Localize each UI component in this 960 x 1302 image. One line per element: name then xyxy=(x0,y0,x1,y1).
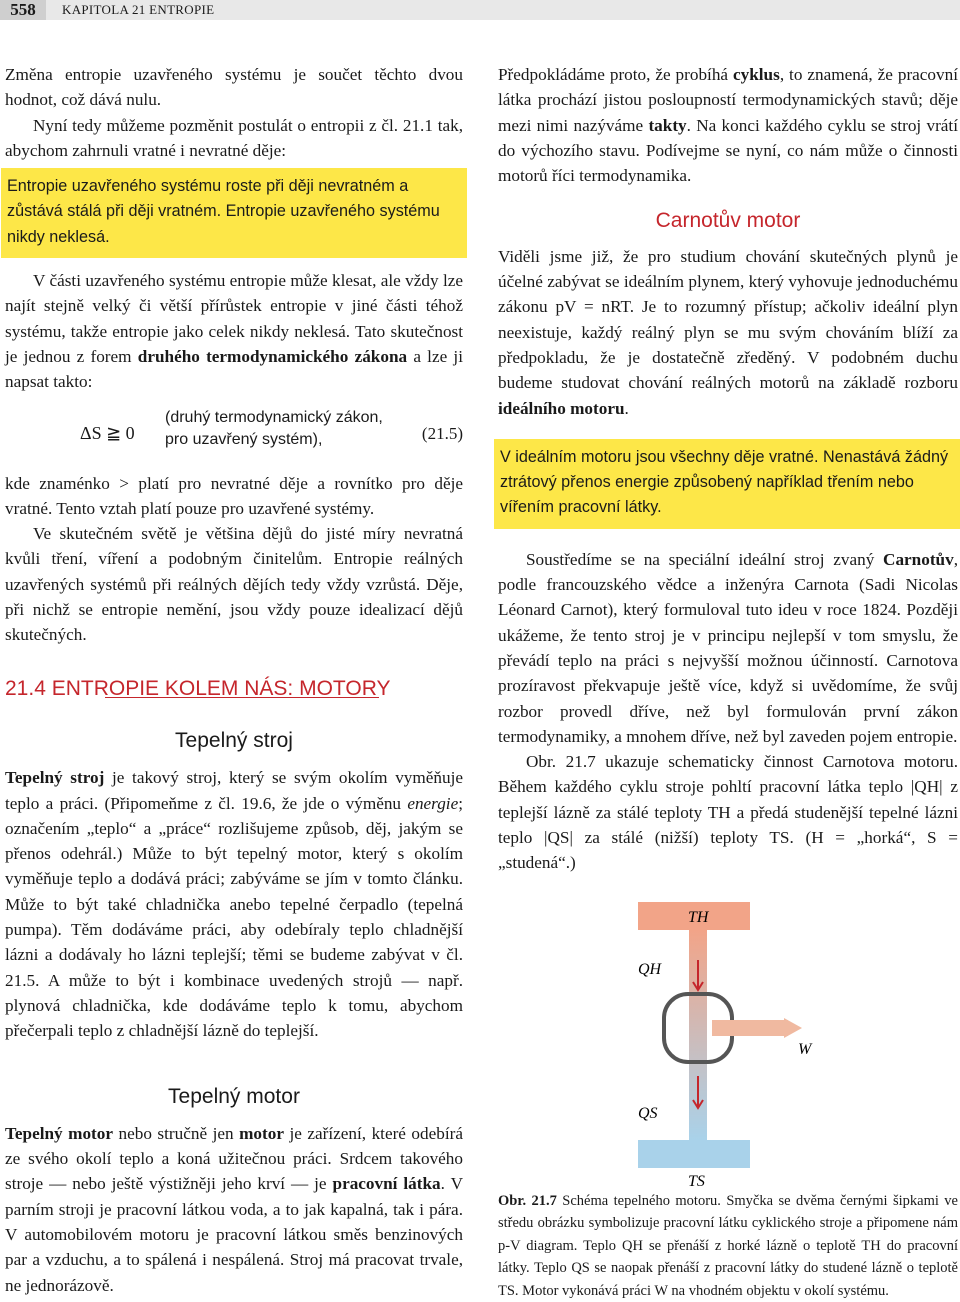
equation-body: ΔS ≧ 0 xyxy=(80,422,135,443)
highlight-box: Entropie uzavřeného systému roste při ději nevratném a zůstává stálá při ději vratném. Entropie uzavřeného systému nikdy neklesá. xyxy=(1,168,467,258)
heat-engine-diagram xyxy=(498,890,958,1190)
work-arrowhead xyxy=(784,1018,802,1038)
paragraph: Viděli jsme již, že pro studium chování skutečných plynů je účelné zabývat se ideálním plynem, který vyhovuje jednoduchému zákonu pV = nRT. Je to rozumný přístup; ačkoliv ideální plyn neexistuje, každý reálný plyn se mu svým chováním blíží za předpokladu, že je dostatečně zředěný. V podobném duchu budeme studovat chování reálných motorů na základě rozboru ideálního motoru. xyxy=(498,246,958,418)
paragraph: kde znaménko > platí pro nevratné děje a rovnítko pro děje vratné. Tento vztah platí pouze pro uzavřené systémy. xyxy=(5,473,463,518)
paragraph: Tepelný motor nebo stručně jen motor je zařízení, které odebírá ze svého okolí teplo a koná užitečnou práci. Srdcem takového stroje — nebo ještě výstižněji jeho krví — je pracovní látka. V parním stroji je pracovní látkou voda, a to jak kapalná, tak i pára. V automobilovém motoru je pracovní látkou směs benzinových par a vzduchu, a to spálená i nespálená. Stroj má pracovat trvale, ne jednorázově. xyxy=(5,1123,463,1295)
figure-caption: Obr. 21.7 Schéma tepelného motoru. Smyčka se dvěma černými šipkami ve středu obrázku symbolizuje pracovní látku cyklického stroje a připomene nám p-V diagram. Teplo QH se přenáší z horké lázně o teplotě TH do pracovní látky. Teplo QS se naopak přenáší z pracovní látky do studené lázně o teplotě TS. Motor vykonává práci W na vhodném objektu v okolí systému. xyxy=(498,1192,958,1299)
subsection-heading: Tepelný motor xyxy=(168,1084,300,1108)
paragraph: Předpokládáme proto, že probíhá cyklus, to znamená, že pracovní látka prochází jistou posloupností termodynamických stavů; děje mezi nimi nazýváme takty. Na konci každého cyklu se stroj vrátí do výchozího stavu. Podívejme se nyní, co nám může o činnosti motorů říci termodynamika. xyxy=(498,65,958,186)
label-w: W xyxy=(798,1040,812,1058)
paragraph: Obr. 21.7 ukazuje schematicky činnost Carnotova motoru. Během každého cyklu stroje pohltí pracovní látka teplo |QH| z teplejší lázně za stálé teploty TH a předá studenější tepelné lázni teplo |QS| za stálé (nižší) teploty TS. (H = „horká“, S = „studená“.) xyxy=(498,752,958,873)
label-qh: QH xyxy=(638,960,662,978)
cold-reservoir xyxy=(638,1140,750,1168)
paragraph: Soustředíme se na speciální ideální stroj zvaný Carnotův, podle francouzského vědce a inženýra Carnota (Sadi Nicolas Léonard Carnot), který formuloval tuto ideu v roce 1824. Později ukážeme, že tento stroj je v principu nejlepší v tom smyslu, že převádí teplo na práci s nejvyšší možnou účinností. Carnotova prozíravost překvapuje ještě více, když si uvědomíme, že svůj rozbor provedl dříve, než byl formulován první zákon termodynamiky, a mnohem dříve, než byl zaveden pojem entropie. xyxy=(498,549,958,746)
page-number: 558 xyxy=(0,0,46,20)
label-qs: QS xyxy=(638,1104,658,1122)
paragraph: Ve skutečném světě je většina dějů do jisté míry nevratná kvůli tření, víření a podobným činitelům. Entropie reálných uzavřených systémů při reálných dějích tedy vždy vzrůstá. Děje, při nichž se entropie nemění, jsou vždy pouze idealizací dějů skutečných. xyxy=(5,524,463,645)
paragraph: Změna entropie uzavřeného systému je součet těchto dvou hodnot, což dává nulu. xyxy=(5,65,463,110)
equation-21-5 xyxy=(5,403,463,465)
chapter-title: KAPITOLA 21 ENTROPIE xyxy=(62,2,215,17)
left-column xyxy=(5,62,463,1298)
highlight-box: V ideálním motoru jsou všechny děje vratné. Nenastává žádný ztrátový přenos energie způsobený například třením nebo vířením pracovní látky. xyxy=(494,439,960,529)
right-column xyxy=(498,62,958,1302)
paragraph: V části uzavřeného systému entropie může klesat, ale vždy lze najít stejně velký či větší přírůstek entropie v jiné části téhož systému, takže entropie jako celek nikdy neklesá. Tato skutečnost je jednou z forem druhého termodynamického zákona a lze ji napsat takto: xyxy=(5,271,463,392)
subsection-heading: Carnotův motor xyxy=(655,209,801,233)
section-heading: 21.4 ENTROPIE KOLEM NÁS: MOTORY xyxy=(5,676,391,700)
paragraph: Tepelný stroj je takový stroj, který se svým okolím vyměňuje teplo a práci. (Připomeňme z čl. 19.6, že jde o výměnu energie; označením „teplo“ a „práce“ rozlišujeme způsob, děj, jakým se přenos odehrál.) Může to být tepelný motor, který s okolím vyměňuje teplo a dodává práci; zabýváme se jím v tomto článku. Může to být také chladnička anebo tepelné čerpadlo (tepelná pumpa). Těm dodáváme práci, aby odebíraly teplo chladnější lázni a dodávaly ho lázni teplejší; těmi se budeme zabývat v čl. 21.5. A může to být i kombinace uvedených strojů — např. plynová chladnička, kde dodáváme teplo k tomu, abychom přečerpali teplo z chladnější lázně do teplejší. xyxy=(5,768,463,1041)
equation-condition: (druhý termodynamický zákon, pro uzavřený systém), xyxy=(165,408,383,448)
subsection-heading: Tepelný stroj xyxy=(175,728,293,752)
page-header xyxy=(0,0,960,20)
equation-number: (21.5) xyxy=(421,423,463,443)
label-ts: TS xyxy=(688,1172,705,1190)
paragraph: Nyní tedy můžeme pozměnit postulát o entropii z čl. 21.1 tak, abychom zahrnuli vratné i nevratné děje: xyxy=(5,115,463,160)
label-th: TH xyxy=(688,908,709,926)
heat-engine-figure xyxy=(498,890,958,1190)
